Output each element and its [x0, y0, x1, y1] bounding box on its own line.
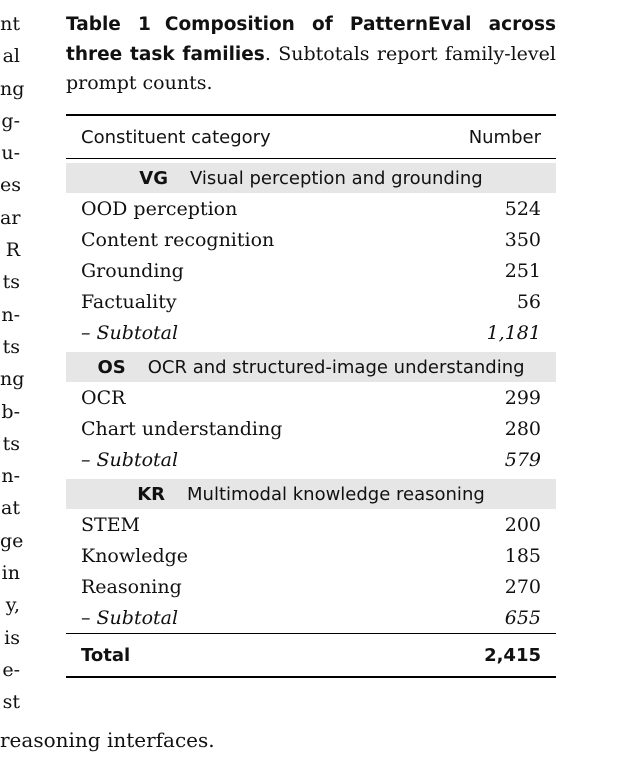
subtotal-row	[66, 317, 556, 348]
row-value: 56	[516, 290, 541, 313]
subtotal-value: 579	[504, 448, 541, 471]
row-label: OOD perception	[81, 197, 238, 220]
caption-text: . Subtotals report family-level prompt counts.	[66, 42, 556, 94]
row-value: 185	[504, 544, 541, 567]
left-column-line: e-	[2, 658, 20, 681]
table-row	[66, 540, 556, 571]
left-column-line: ng	[0, 368, 25, 391]
header-rule	[66, 158, 556, 159]
table-header	[66, 116, 556, 158]
row-label: OCR	[81, 386, 126, 409]
row-value: 299	[504, 386, 541, 409]
table-row	[66, 571, 556, 602]
row-label: Knowledge	[81, 544, 189, 567]
table-row	[66, 509, 556, 540]
family-name: Visual perception and grounding	[190, 167, 483, 189]
row-label: Content recognition	[81, 228, 275, 251]
header-number: Number	[468, 126, 541, 148]
row-value: 251	[504, 259, 541, 282]
composition-table	[66, 114, 556, 678]
left-column-last-line: reasoning interfaces.	[0, 728, 215, 752]
left-column-line: g-	[1, 109, 20, 132]
left-column-line: ts	[2, 271, 20, 294]
subtotal-value: 655	[504, 606, 541, 629]
row-value: 270	[504, 575, 541, 598]
table-caption	[66, 10, 556, 98]
left-column-line: ge	[0, 529, 24, 552]
family-name: Multimodal knowledge reasoning	[187, 483, 485, 505]
left-column-line: ts	[2, 335, 20, 358]
total-label: Total	[81, 644, 131, 666]
family-code: OS	[97, 356, 126, 378]
family-header-vg	[66, 163, 556, 193]
row-value: 280	[504, 417, 541, 440]
row-label: Reasoning	[81, 575, 182, 598]
header-category: Constituent category	[81, 126, 271, 148]
left-column-line: R	[5, 239, 20, 262]
family-name: OCR and structured-image understanding	[147, 356, 525, 378]
table-row	[66, 413, 556, 444]
family-code: VG	[139, 167, 169, 189]
subtotal-row	[66, 444, 556, 475]
table-row	[66, 286, 556, 317]
total-value: 2,415	[484, 644, 541, 666]
subtotal-label: – Subtotal	[81, 448, 179, 471]
left-column-line: ng	[0, 77, 25, 100]
left-column-line: nt	[0, 13, 20, 35]
subtotal-row	[66, 602, 556, 633]
row-label: Chart understanding	[81, 417, 283, 440]
left-column-line: u-	[1, 142, 20, 165]
row-label: STEM	[81, 513, 141, 536]
row-value: 524	[504, 197, 541, 220]
total-row	[66, 634, 556, 676]
left-column-line: n-	[1, 303, 20, 326]
table-row	[66, 193, 556, 224]
caption-label: Table 1	[66, 14, 151, 35]
family-header-os	[66, 352, 556, 382]
left-column-line: in	[1, 562, 20, 585]
subtotal-label: – Subtotal	[81, 606, 179, 629]
row-label: Factuality	[81, 290, 177, 313]
left-column-line: ar	[0, 206, 21, 229]
caption-title: Composition of PatternEval across three task families	[66, 14, 556, 65]
subtotal-label: – Subtotal	[81, 321, 179, 344]
family-code: KR	[137, 483, 166, 505]
subtotal-value: 1,181	[486, 321, 541, 344]
left-column-line: st	[2, 691, 20, 714]
left-column-line: at	[1, 497, 20, 520]
left-column-line: b-	[1, 400, 20, 423]
left-column-fragments	[0, 8, 25, 719]
table-row	[66, 224, 556, 255]
left-column-line: n-	[1, 465, 20, 488]
table-row	[66, 382, 556, 413]
left-column-line: es	[0, 174, 21, 197]
row-value: 200	[504, 513, 541, 536]
left-column-line: al	[2, 45, 20, 68]
row-label: Grounding	[81, 259, 184, 282]
family-header-kr	[66, 479, 556, 509]
left-column-line: y,	[5, 594, 20, 617]
left-column-line: ts	[2, 432, 20, 455]
left-column-line: is	[4, 626, 20, 649]
bottom-rule	[66, 676, 556, 678]
table-row	[66, 255, 556, 286]
row-value: 350	[504, 228, 541, 251]
